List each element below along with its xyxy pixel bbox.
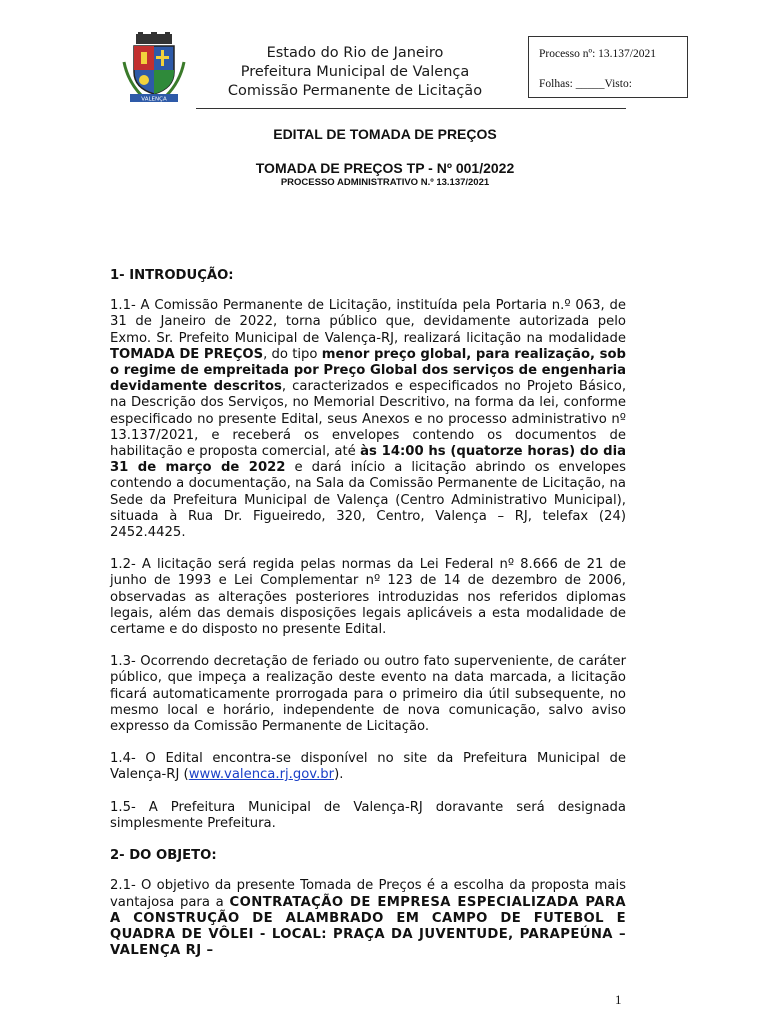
section-heading-introduction: 1- INTRODUÇÃO: — [110, 268, 234, 283]
coat-of-arms-icon — [122, 32, 186, 104]
p11-deadline: às 14:00 hs (quatorze horas) do dia 31 de março de 2022 — [110, 444, 626, 476]
p11-type: menor preço global, para realização, sob o regime de empreitada por Preço Global dos serviços de engenharia devidamente descritos — [110, 346, 626, 395]
section-heading-object: 2- DO OBJETO: — [110, 848, 217, 864]
crest-banner-text: VALENÇA — [141, 96, 167, 103]
document-body — [110, 268, 626, 975]
document-subtitle: TOMADA DE PREÇOS TP - Nº 001/2022 — [255, 160, 515, 176]
p11-text-e: , caracterizados e especificados no Projeto Básico, na Descrição dos Serviços, no Memorial Descritivo, na forma da lei, conforme especificado no presente Edital, seus Anexos e no processo administrativo nº 13.137/2021, e receberá os envelopes contendo os documentos de habilitação e proposta comercial, até — [110, 379, 627, 460]
administrative-process: PROCESSO ADMINISTRATIVO N.º 13.137/2021 — [280, 177, 490, 188]
header-divider — [196, 108, 626, 109]
p14-text-a: 1.4- O Edital encontra-se disponível no site da Prefeitura Municipal de Valença-RJ ( — [110, 751, 626, 783]
paragraph-1-4 — [110, 751, 626, 783]
header-state: Estado do Rio de Janeiro — [266, 45, 444, 61]
p11-modality: TOMADA DE PREÇOS — [110, 346, 264, 362]
paragraph-2-1 — [110, 878, 626, 959]
paragraph-1-1 — [110, 298, 626, 541]
p14-text-b: ). — [334, 767, 344, 783]
process-number: Processo nº: 13.137/2021 — [539, 48, 656, 60]
p21-object: CONTRATAÇÃO DE EMPRESA ESPECIALIZADA PARA A CONSTRUÇÃO DE ALAMBRADO EM CAMPO DE FUTEBOL E QUADRA DE VÔLEI - LOCAL: PRAÇA DA JUVENTUDE, PARAPEÚNA – VALENÇA RJ – — [110, 894, 627, 959]
header-institution — [200, 44, 510, 101]
page-number: 1 — [615, 992, 622, 1007]
p11-text-c: , do tipo — [263, 346, 322, 362]
document-title: EDITAL DE TOMADA DE PREÇOS — [273, 126, 497, 142]
prefecture-website-link[interactable]: www.valenca.rj.gov.br — [188, 767, 335, 783]
folhas-visto: Folhas: _____Visto: — [539, 78, 632, 90]
p11-text-a: 1.1- A Comissão Permanente de Licitação, instituída pela Portaria n.º 063, de 31 de Janeiro de 2022, torna público que, devidamente autorizada pelo Exmo. Sr. Prefeito Municipal de Valença-RJ, realizará licitação na modalidade — [110, 298, 626, 346]
p21-text-a: 2.1- O objetivo da presente Tomada de Preços é a escolha da proposta mais vantajosa para a — [110, 878, 626, 910]
paragraph-1-2: 1.2- A licitação será regida pelas normas da Lei Federal nº 8.666 de 21 de junho de 1993 e Lei Complementar nº 123 de 14 de dezembro de 2006, observadas as alterações posteriores introduzidas nos referidos diplomas legais, além das demais disposições legais aplicáveis a esta modalidade de certame e do disposto no presente Edital. — [110, 557, 626, 638]
header-prefecture: Prefeitura Municipal de Valença — [240, 64, 470, 80]
process-box — [528, 36, 688, 98]
paragraph-1-3: 1.3- Ocorrendo decretação de feriado ou outro fato superveniente, de caráter público, que impeça a realização deste evento na data marcada, a licitação ficará automaticamente prorrogada para o primeiro dia útil subsequente, no mesmo local e horário, independente de nova comunicação, salvo aviso expresso da Comissão Permanente de Licitação. — [110, 654, 626, 735]
paragraph-1-5: 1.5- A Prefeitura Municipal de Valença-RJ doravante será designada simplesmente Prefeitura. — [110, 799, 626, 831]
p11-text-g: e dará início a licitação abrindo os envelopes contendo a documentação, na Sala da Comissão Permanente de Licitação, na Sede da Prefeitura Municipal de Valença (Centro Administrativo Municipal), situada à Rua Dr. Figueiredo, 320, Centro, Valença – RJ, telefax (24) 2452.4425. — [110, 460, 627, 541]
header-commission: Comissão Permanente de Licitação — [227, 83, 483, 99]
